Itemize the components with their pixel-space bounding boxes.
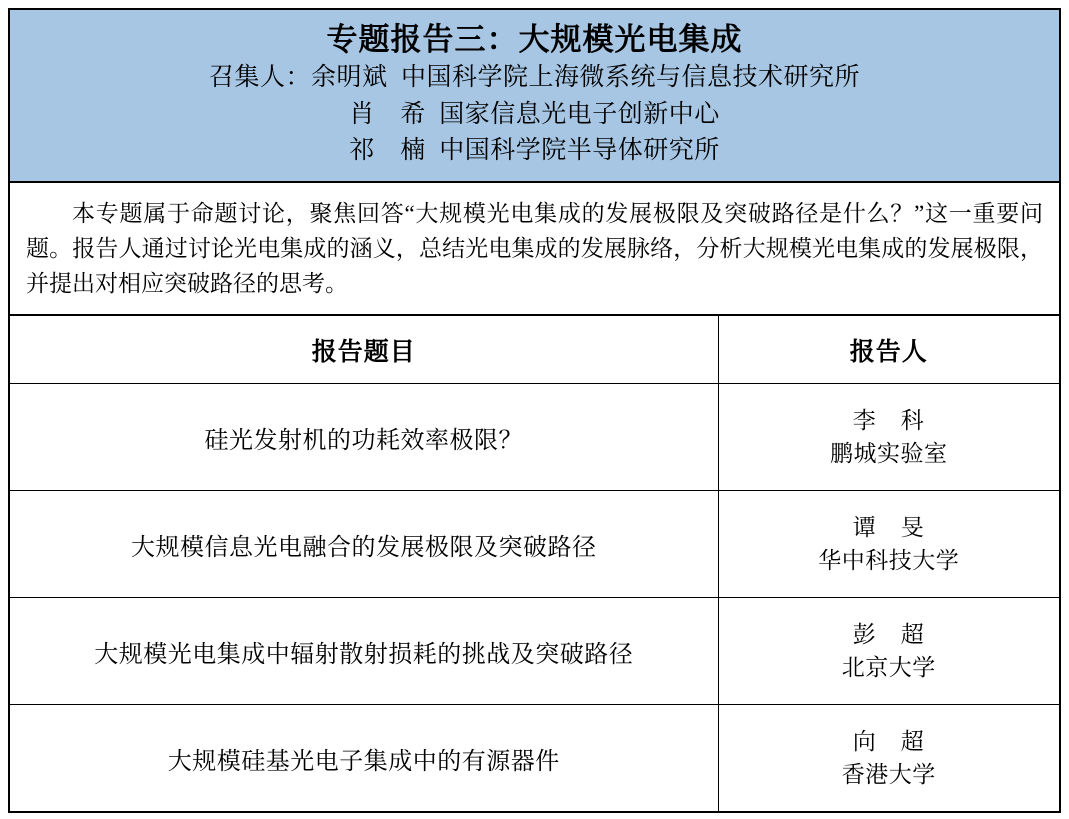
speaker-name: 谭 旻	[852, 514, 925, 540]
speaker-org: 华中科技大学	[818, 548, 960, 574]
talk-title: 大规模光电集成中辐射散射损耗的挑战及突破路径	[10, 598, 718, 705]
organizer-line-3: 祁 楠 中国科学院半导体研究所	[349, 136, 720, 164]
column-header-title: 报告题目	[10, 316, 718, 384]
table-row	[10, 491, 1059, 598]
speaker-name: 李 科	[852, 408, 925, 434]
speaker-org: 北京大学	[841, 655, 936, 681]
speaker-name: 向 超	[852, 728, 925, 754]
talk-speaker	[718, 598, 1059, 705]
talk-title: 大规模硅基光电子集成中的有源器件	[10, 705, 718, 811]
table-header-row	[10, 316, 1059, 384]
column-header-speaker: 报告人	[718, 316, 1059, 384]
talk-speaker	[718, 384, 1059, 491]
table-row	[10, 705, 1059, 811]
page-title: 专题报告三：大规模光电集成	[326, 22, 743, 57]
talk-title: 硅光发射机的功耗效率极限？	[10, 384, 718, 491]
talk-title: 大规模信息光电融合的发展极限及突破路径	[10, 491, 718, 598]
table-row	[10, 598, 1059, 705]
organizer-line-1: 召集人：余明斌 中国科学院上海微系统与信息技术研究所	[208, 64, 860, 92]
session-card	[8, 8, 1061, 813]
speaker-org: 鹏城实验室	[830, 441, 948, 467]
speaker-name: 彭 超	[852, 621, 925, 647]
talk-speaker	[718, 491, 1059, 598]
speaker-org: 香港大学	[841, 762, 936, 788]
organizer-line-2: 肖 希 国家信息光电子创新中心	[349, 100, 720, 128]
session-description: 本专题属于命题讨论，聚焦回答“大规模光电集成的发展极限及突破路径是什么？”这一重要问题。报告人通过讨论光电集成的涵义，总结光电集成的发展脉络，分析大规模光电集成的发展极限，并提出对相应突破路径的思考。	[10, 183, 1059, 316]
talk-speaker	[718, 705, 1059, 811]
table-row	[10, 384, 1059, 491]
session-header	[10, 10, 1059, 183]
talks-table	[10, 316, 1059, 811]
